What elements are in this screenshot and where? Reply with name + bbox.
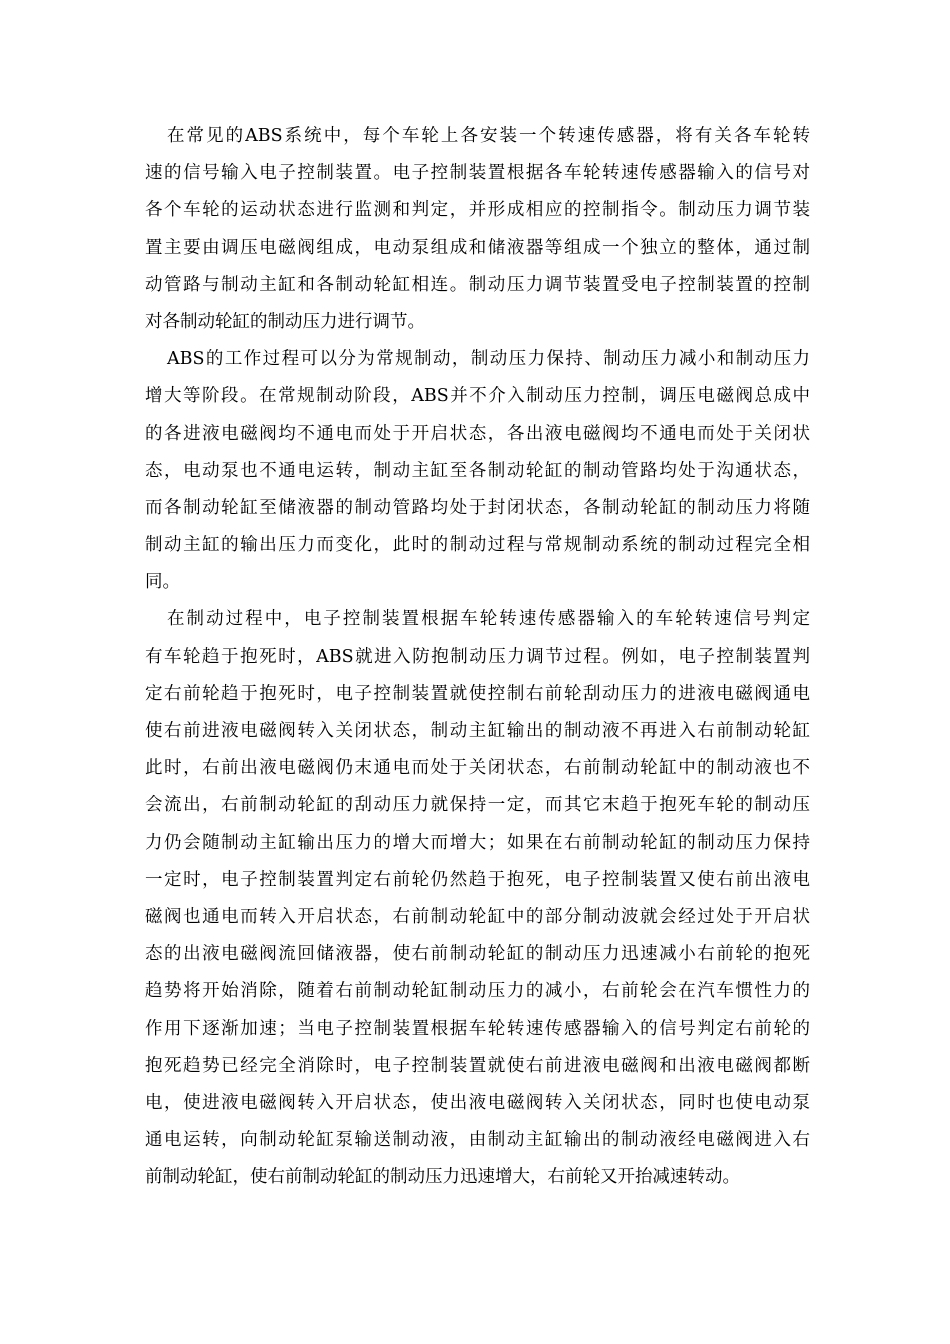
text-line: 此时，右前出液电磁阀仍末通电而处于关闭状态，右前制动轮缸中的制动液也不 (145, 758, 810, 779)
text-line: 通电运转，向制动轮缸泵输送制动液，由制动主缸输出的制动液经电磁阀进入右 (145, 1130, 810, 1151)
text-line: 电，使进液电磁阀转入开启状态，使出液电磁阀转入关闭状态，同时也使电动泵 (145, 1092, 810, 1113)
text-line: 的各进液电磁阀均不通电而处于开启状态，各出液电磁阀均不通电而处于关闭状 (145, 423, 810, 444)
paragraph-abs-stages (145, 341, 810, 601)
text-line: ABS的工作过程可以分为常规制动，制动压力保持、制动压力减小和制动压力 (167, 349, 810, 370)
text-line: 有车轮趋于抱死时，ABS就进入防抱制动压力调节过程。例如，电子控制装置判 (145, 646, 810, 667)
text-line: 会流出，右前制动轮缸的刮动压力就保持一定，而其它末趋于抱死车轮的制动压 (145, 795, 810, 816)
text-line: 在制动过程中，电子控制装置根据车轮转速传感器输入的车轮转速信号判定 (167, 609, 810, 630)
text-line: 制动主缸的输出压力而变化，此时的制动过程与常规制动系统的制动过程完全相 (145, 535, 810, 556)
text-line: 态的出液电磁阀流回储液器，使右前制动轮缸的制动压力迅速减小右前轮的抱死 (145, 944, 810, 965)
text-line: 磁阀也通电而转入开启状态，右前制动轮缸中的部分制动波就会经过处于开启状 (145, 906, 810, 927)
text-line: 各个车轮的运动状态进行监测和判定，并形成相应的控制指令。制动压力调节装 (145, 200, 810, 221)
text-line: 而各制动轮缸至储液器的制动管路均处于封闭状态，各制动轮缸的制动压力将随 (145, 497, 810, 518)
text-line: 在常见的ABS系统中，每个车轮上各安装一个转速传感器，将有关各车轮转 (167, 126, 810, 146)
text-line: 前制动轮缸，使右前制动轮缸的制动压力迅速增大，右前轮又开抬减速转动。 (145, 1167, 740, 1188)
text-line: 趋势将开始消除，随着右前制动轮缸制动压力的减小，右前轮会在汽车惯性力的 (145, 981, 810, 1002)
text-line: 动管路与制动主缸和各制动轮缸相连。制动压力调节装置受电子控制装置的控制 (145, 274, 810, 295)
text-line: 作用下逐渐加速；当电子控制装置根据车轮转速传感器输入的信号判定右前轮的 (145, 1018, 810, 1039)
text-line: 一定时，电子控制装置判定右前轮仍然趋于抱死，电子控制装置又使右前出液电 (145, 869, 810, 890)
text-line: 置主要由调压电磁阀组成，电动泵组成和储液器等组成一个独立的整体，通过制 (145, 237, 810, 258)
text-line: 抱死趋势已经完全消除时，电子控制装置就使右前进液电磁阀和出液电磁阀都断 (145, 1055, 810, 1076)
text-line: 定右前轮趋于抱死时，电子控制装置就使控制右前轮刮动压力的进液电磁阀通电 (145, 683, 810, 704)
text-line: 使右前进液电磁阀转入关闭状态，制动主缸输出的制动液不再进入右前制动轮缸 (145, 721, 810, 741)
text-line: 力仍会随制动主缸输出压力的增大而增大；如果在右前制动轮缸的制动压力保持 (145, 832, 810, 853)
paragraph-abs-regulation (145, 601, 810, 1196)
text-line: 态，电动泵也不通电运转，制动主缸至各制动轮缸的制动管路均处于沟通状态， (145, 460, 810, 481)
paragraph-abs-overview (145, 118, 810, 341)
text-line: 同。 (145, 572, 180, 593)
text-line: 增大等阶段。在常规制动阶段，ABS并不介入制动压力控制，调压电磁阀总成中 (145, 386, 810, 407)
text-line: 速的信号输入电子控制装置。电子控制装置根据各车轮转速传感器输入的信号对 (145, 163, 810, 184)
text-line: 对各制动轮缸的制动压力进行调节。 (145, 311, 425, 332)
body-text (145, 118, 810, 1196)
